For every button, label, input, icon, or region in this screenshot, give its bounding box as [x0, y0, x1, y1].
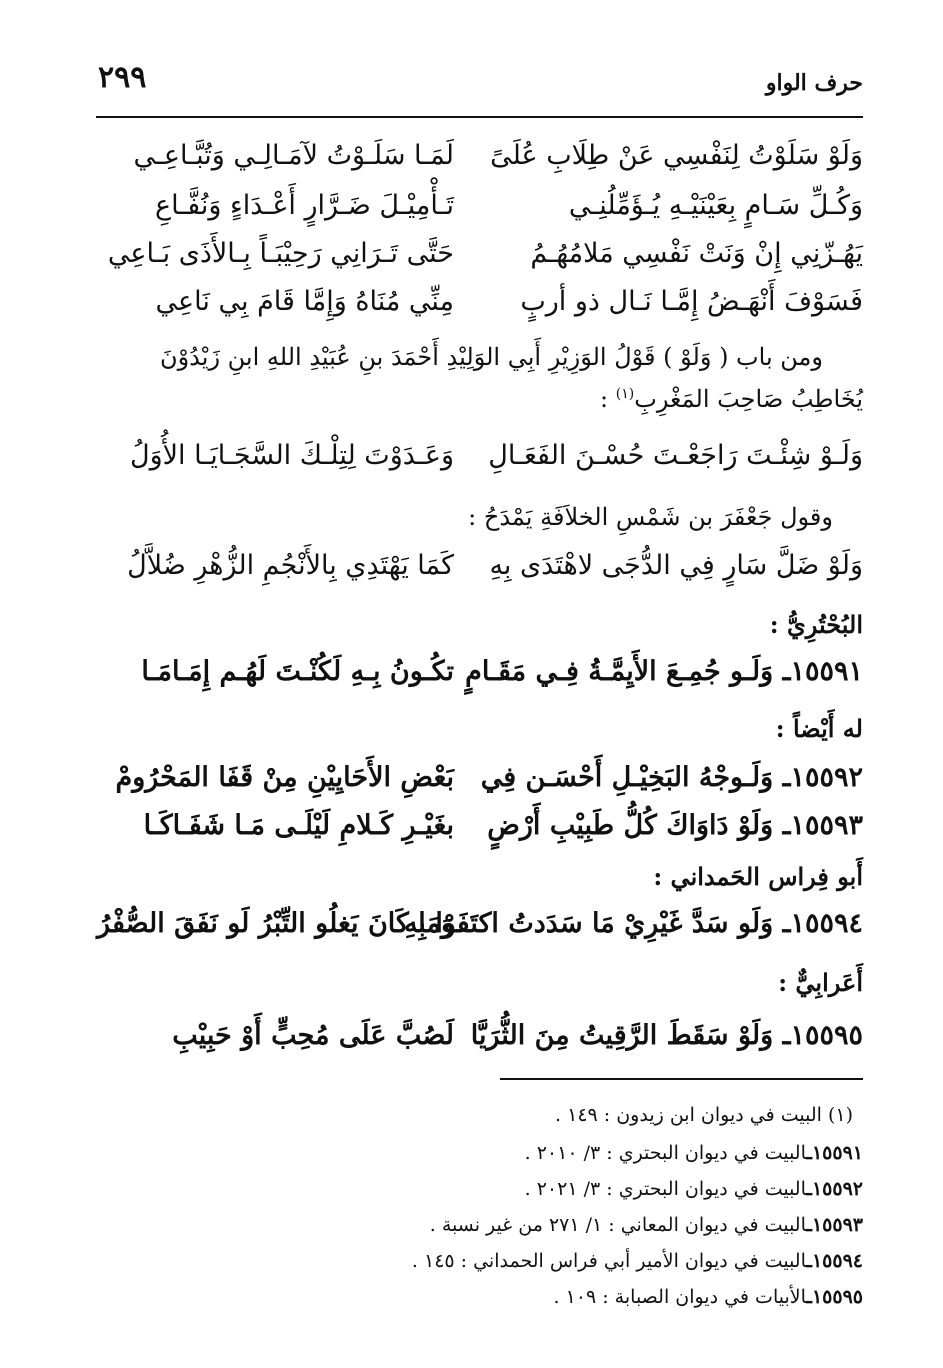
header-rule — [96, 116, 863, 118]
verse-hemistich-second: وَعَـدَوْتَ لِتِلْـكَ السَّجَـايَـا الأُوَلُ — [130, 440, 454, 471]
verse-hemistich-first: ١٥٥٩٥ـ وَلَوْ سَقَطَ الرَّقِيتُ مِنَ الثُّرَيَّا — [470, 1020, 863, 1051]
verse-hemistich-first: وَلَوْ ضَلَّ سَارٍ فِي الدُّجَى لاهْتَدَى بِهِ — [489, 550, 863, 581]
footnote-number: ١٥٥٩٣ـ — [806, 1214, 863, 1236]
footnote-number: ١٥٥٩٥ـ — [806, 1286, 863, 1308]
section-intro-text: ومن باب ( وَلَوْ ) قَوْلُ الوَزِيْرِ أَبِي الوَلِيْدِ أَحْمَدَ بنِ عُبَيْدِ اللهِ ابنِ زَيْدُوْنَ يُخَاطِبُ صَاحِبَ المَغْرِبِ — [159, 343, 863, 413]
footnote — [430, 1214, 863, 1236]
footnote-text: البيت في ديوان ابن زيدون : ١٤٩ . — [555, 1104, 828, 1126]
page-number: ٢٩٩ — [98, 60, 147, 95]
poet-label-aydan: له أَيْضاً : — [775, 714, 863, 743]
footnote-text: البيت في ديوان البحتري : ٣/ ٢٠١٠ . — [524, 1142, 807, 1164]
footnote — [412, 1250, 863, 1272]
verse-hemistich-first: وَلَوْ سَلَوْتُ لِنَفْسِي عَنْ طِلَابِ عُلَىً — [490, 140, 863, 171]
section-intro-colon: : — [600, 385, 616, 413]
footnote — [555, 1104, 853, 1126]
footnote-number: ١٥٥٩٢ـ — [806, 1178, 863, 1200]
running-header-title: حرف الواو — [765, 70, 863, 96]
footnote-number: ١٥٥٩١ـ — [806, 1142, 863, 1164]
verse-hemistich-first: ١٥٥٩٢ـ وَلَـوجْهُ البَخِيْـلِ أَحْسَـن فِي — [480, 762, 863, 793]
section-intro-paragraph — [96, 336, 863, 420]
verse-hemistich-second: تكُـونُ بِـهِ لَكُنْـتَ لَهُـم إِمَـامَـا — [141, 656, 454, 687]
footnote-text: البيت في ديوان البحتري : ٣/ ٢٠٢١ . — [524, 1178, 807, 1200]
verse-hemistich-second: وَمَا كَانَ يَغلُو التِّبْرُ لَو نَفَقَ الصُّفْرُ — [97, 908, 454, 939]
verse-hemistich-first: ١٥٥٩٤ـ وَلَو سَدَّ غَيْرِيْ مَا سَدَدتُ اكتَفَوْا بِهِ — [403, 908, 863, 939]
footnote-rule — [500, 1078, 863, 1080]
verse-hemistich-first: وَكُـلِّ سَـامٍ بِعَيْنَيْـهِ يُـؤَمِّلُنِـي — [568, 190, 863, 221]
verse-hemistich-second: مِنِّي مُنَاهُ وَإِمَّا قَامَ بِي نَاعِي — [155, 286, 454, 317]
verse-hemistich-first: وَلَـوْ شِئْـتَ رَاجَعْـتَ حُسْـنَ الفَعَـالِ — [488, 440, 863, 471]
verse-hemistich-first: يَهُـزّنِي إِنْ وَنَتْ نَفْسِي مَلامُهُـمُ — [530, 238, 863, 269]
verse-hemistich-second: بَعْضِ الأَحَايِيْنِ مِنْ قَفَا المَحْرُومْ — [115, 762, 454, 793]
footnote-text: البيت في ديوان الأمير أبي فراس الحمداني : ١٤٥ . — [411, 1250, 807, 1272]
footnote — [553, 1286, 863, 1308]
jafar-intro: وقول جَعْفَرَ بن شَمْسِ الخلاَفَةِ يَمْدَحُ : — [468, 503, 833, 531]
verse-hemistich-first: فَسَوْفَ أَنْهَـضُ إِمَّـا نَـال ذو أربٍ — [520, 286, 863, 317]
verse-hemistich-second: لَصُبَّ عَلَى مُحِبٍّ أَوْ حَبِيْبِ — [172, 1020, 454, 1051]
verse-hemistich-second: بغَيْـرِ كَـلامِ لَيْلَـى مَـا شَفَـاكَـا — [143, 810, 454, 841]
footnote-marker: (١) — [615, 386, 635, 402]
poet-label-arabi: أَعَرابِيٌّ : — [778, 968, 863, 997]
verse-hemistich-second: لَمَـا سَلَـوْتُ لآمَـالِـي وَتُبَّـاعِـي — [133, 140, 454, 171]
footnote-text: الأبيات في ديوان الصبابة : ١٠٩ . — [553, 1286, 807, 1308]
footnote-number: (١) — [827, 1104, 853, 1126]
verse-hemistich-first: ١٥٥٩١ـ وَلَـو جُمِـعَ الأَيِمَّـةُ فِـي مَقَـامٍ — [465, 656, 863, 687]
footnote — [525, 1178, 863, 1200]
verse-hemistich-second: تَـأْمِيْـلَ ضَـرَّارٍ أَعْـدَاءٍ وَنُفَّـاعِ — [155, 190, 454, 221]
poet-label-buhturi: البُحْتُرِيُّ : — [769, 610, 863, 639]
poet-label-abu-firas: أَبو فِراس الحَمداني : — [653, 862, 863, 891]
footnote-number: ١٥٥٩٤ـ — [806, 1250, 863, 1272]
verse-hemistich-second: حَتَّى تَـرَانِي رَحِيْبَـاً بِـالأَذَى بَـاعِي — [107, 238, 454, 269]
footnote-text: البيت في ديوان المعاني : ١/ ٢٧١ من غير نسبة . — [429, 1214, 807, 1236]
verse-hemistich-first: ١٥٥٩٣ـ وَلَوْ دَاوَاكَ كُلُّ طَبِيْبِ أَرْضٍ — [487, 810, 863, 841]
footnote — [525, 1142, 863, 1164]
verse-hemistich-second: كَمَا يَهْتَدِي بِالأَنْجُمِ الزُّهْرِ ضُلاَّلُ — [127, 550, 454, 581]
